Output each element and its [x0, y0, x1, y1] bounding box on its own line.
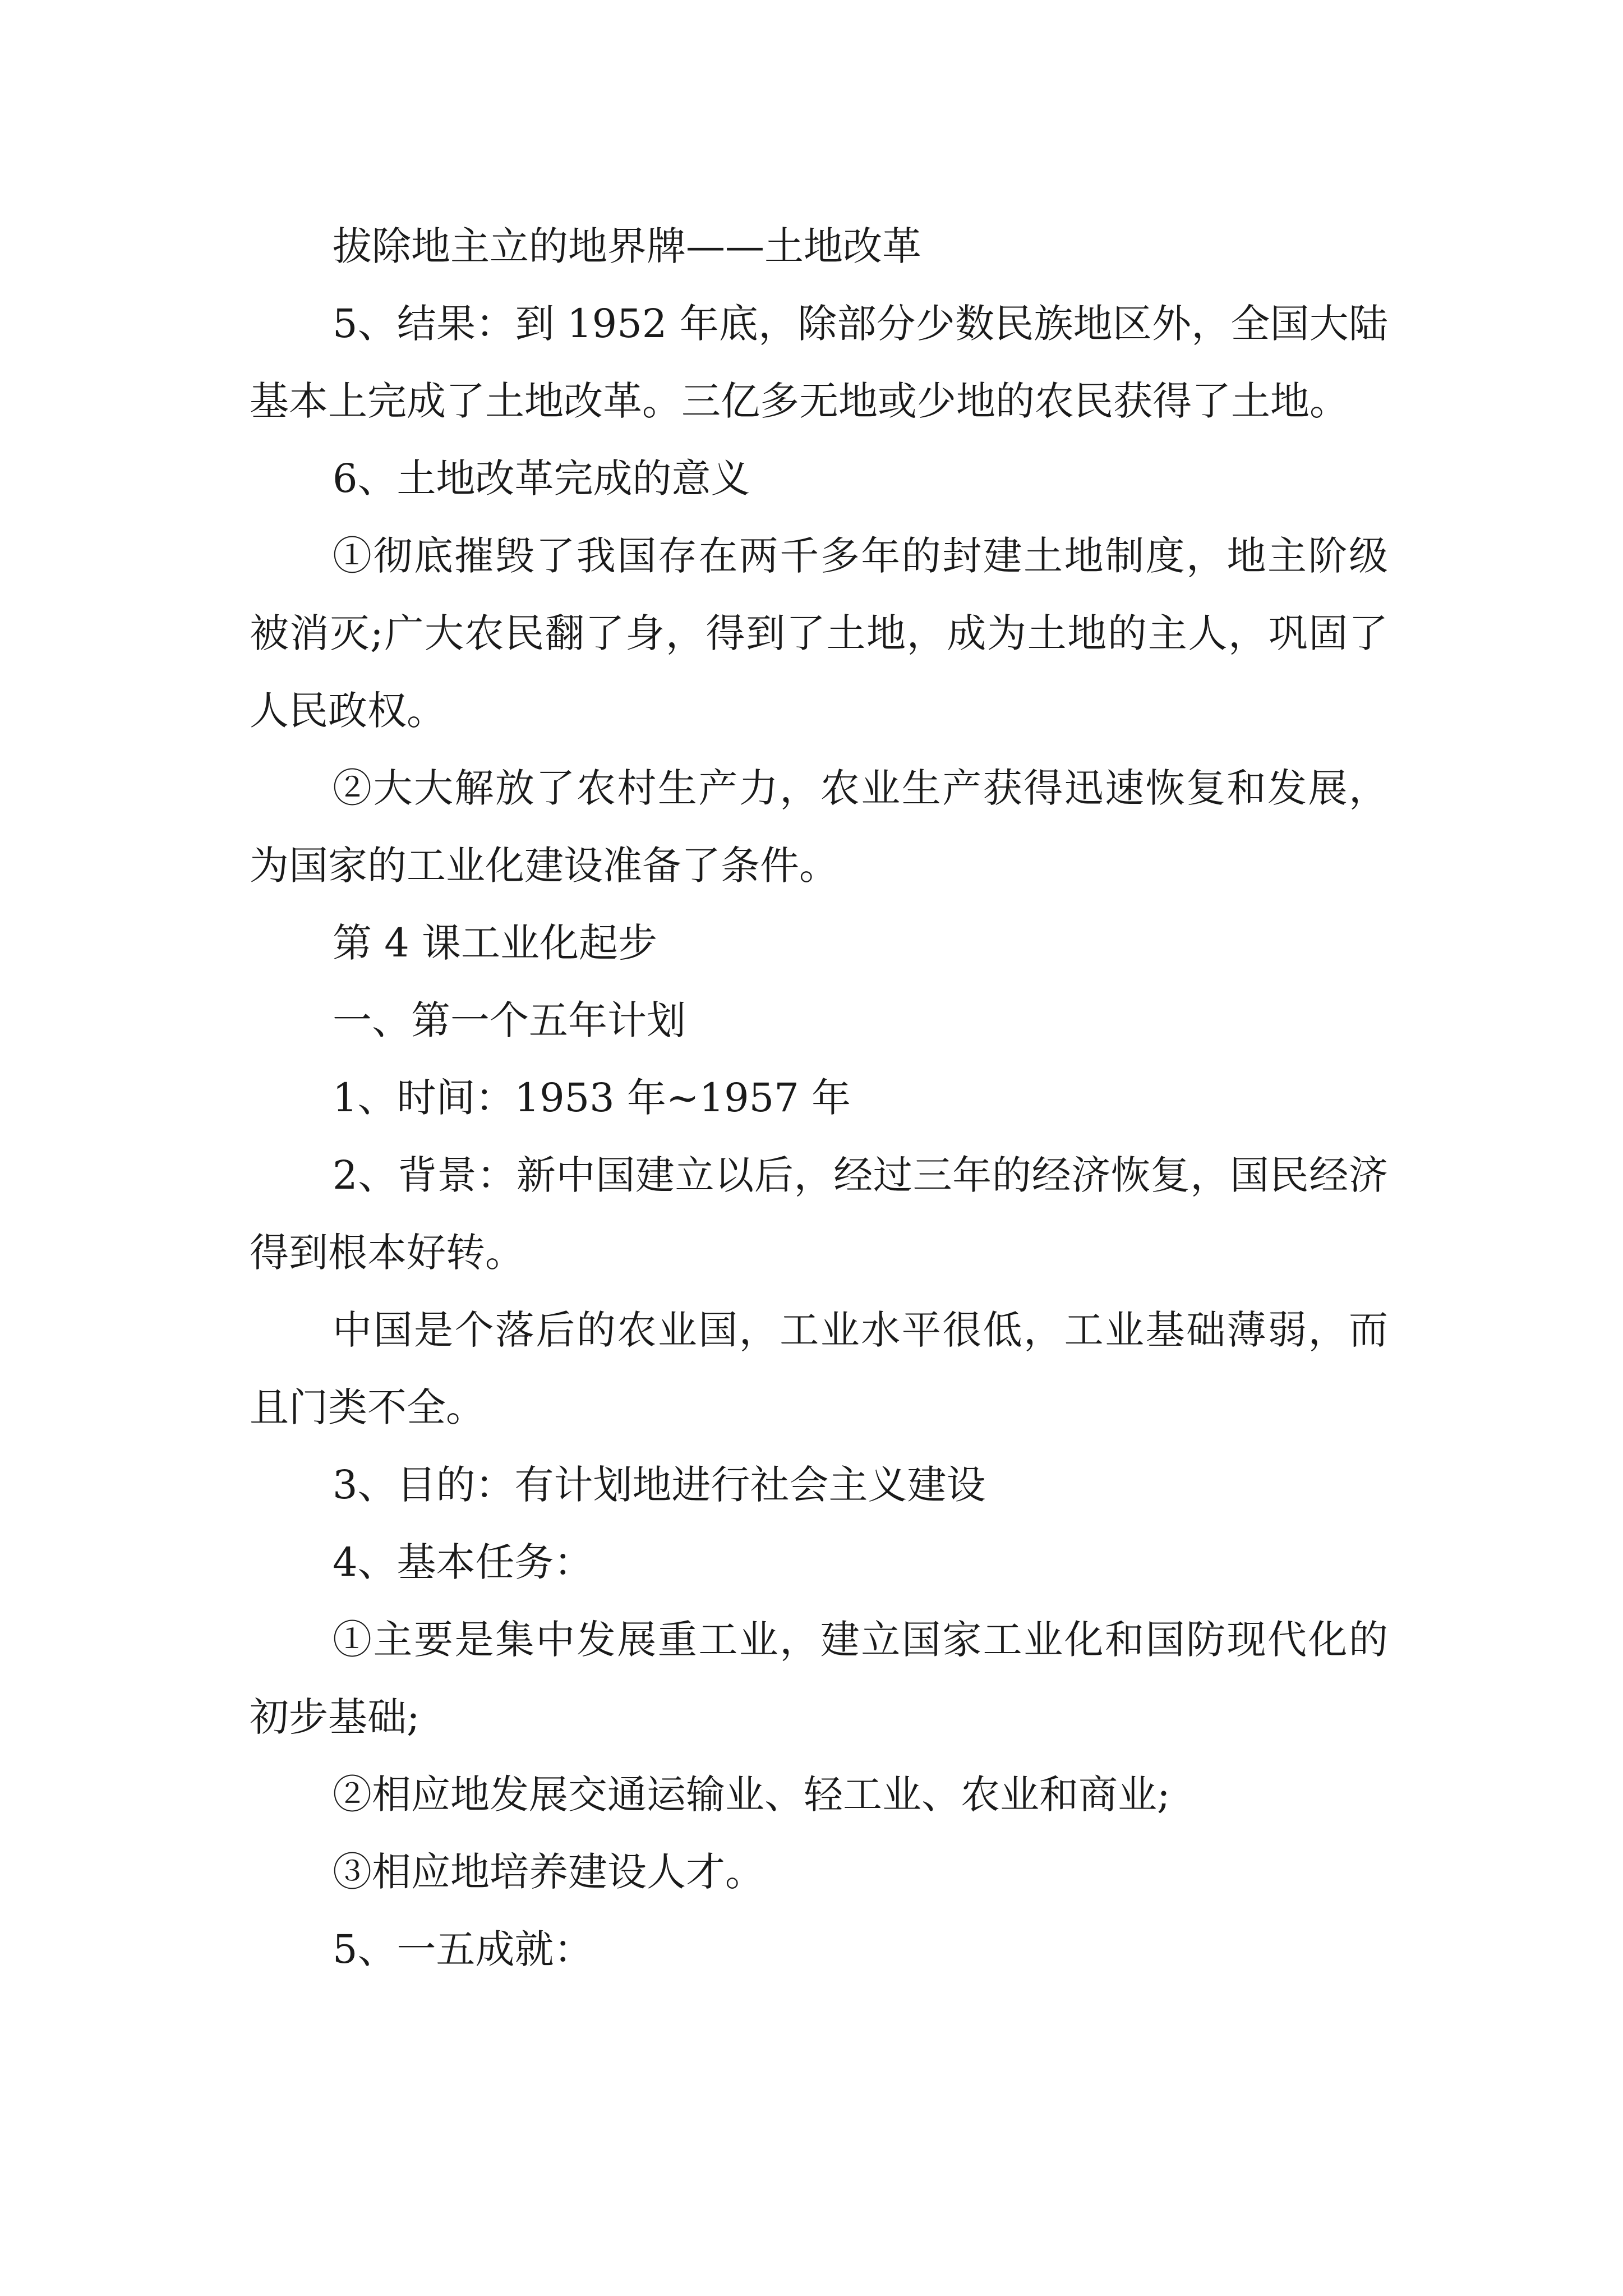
- paragraph-time: 1、时间：1953 年~1957 年: [333, 1075, 851, 1121]
- paragraph-land-reform-heading: 拔除地主立的地界牌——土地改革: [333, 223, 921, 269]
- paragraph-background-detail: 中国是个落后的农业国，工业水平很低，工业基础薄弱，而且门类不全。: [250, 1307, 1388, 1430]
- paragraph-significance-heading: 6、土地改革完成的意义: [333, 455, 750, 501]
- paragraph-task-3: ③相应地培养建设人才。: [333, 1849, 764, 1895]
- paragraph-tasks-heading: 4、基本任务：: [333, 1539, 593, 1585]
- paragraph-section-heading: 一、第一个五年计划: [333, 997, 686, 1043]
- paragraph-task-2: ②相应地发展交通运输业、轻工业、农业和商业;: [333, 1772, 1170, 1818]
- paragraph-background: 2、背景：新中国建立以后，经过三年的经济恢复，国民经济得到根本好转。: [250, 1152, 1388, 1276]
- paragraph-significance-1: ①彻底摧毁了我国存在两千多年的封建土地制度，地主阶级被消灭;广大农民翻了身，得到了土地，成为土地的主人，巩固了人民政权。: [250, 533, 1388, 734]
- paragraph-lesson-title: 第 4 课工业化起步: [333, 920, 658, 966]
- document-body: [250, 208, 1388, 1988]
- paragraph-task-1: ①主要是集中发展重工业，建立国家工业化和国防现代化的初步基础;: [250, 1617, 1388, 1740]
- paragraph-purpose: 3、目的：有计划地进行社会主义建设: [333, 1462, 986, 1508]
- paragraph-achievements-heading: 5、一五成就：: [333, 1926, 593, 1972]
- paragraph-significance-2: ②大大解放了农村生产力，农业生产获得迅速恢复和发展，为国家的工业化建设准备了条件。: [250, 765, 1388, 889]
- paragraph-result: 5、结果：到 1952 年底，除部分少数民族地区外，全国大陆基本上完成了土地改革。三亿多无地或少地的农民获得了土地。: [250, 301, 1388, 424]
